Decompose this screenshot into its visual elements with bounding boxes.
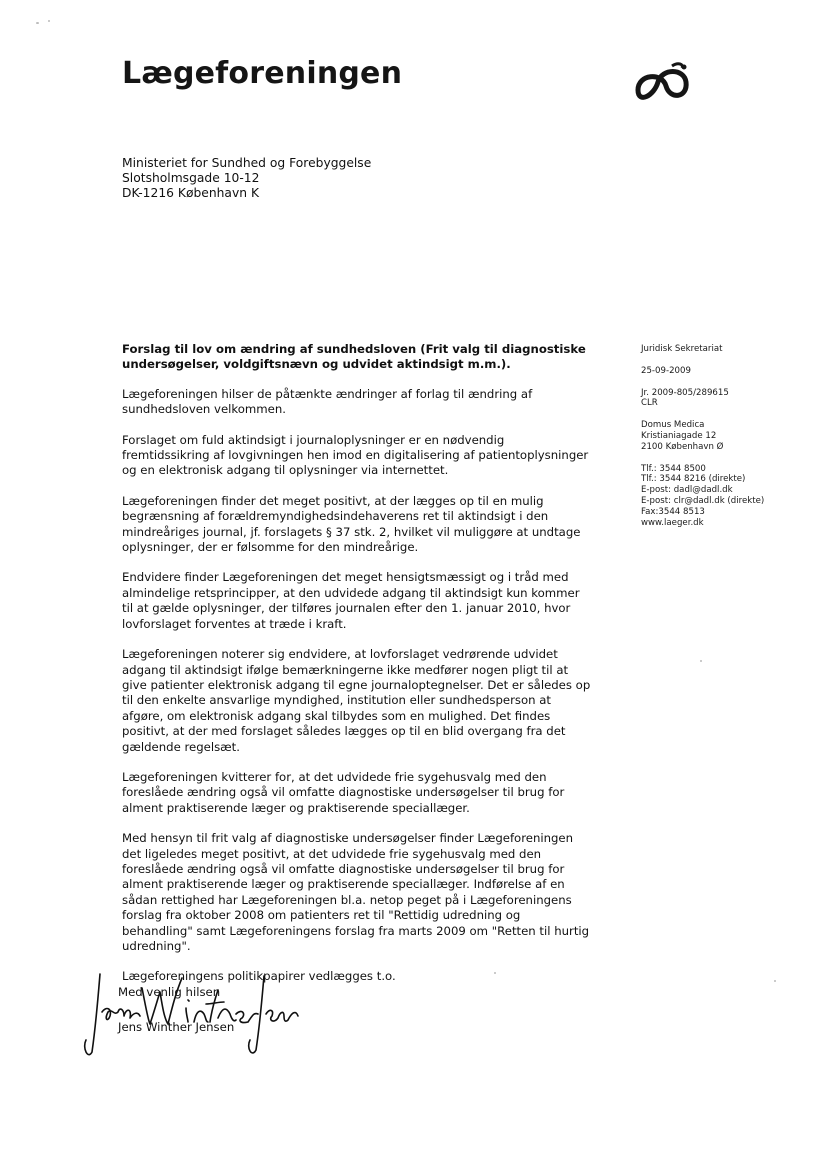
scan-speck [700, 660, 702, 662]
sender-info-sidebar [641, 344, 811, 528]
body-paragraph: Forslaget om fuld aktindsigt i journaloplysninger er en nødvendig fremtidssikring af lovgivningen hen imod en digitalisering af patientoplysninger og en elektronisk adgang til oplysninger via internettet. [122, 432, 589, 478]
signer-name: Jens Winther Jensen [118, 1020, 235, 1035]
sidebar-email-direct: E-post: clr@dadl.dk (direkte) [641, 495, 765, 506]
snake-staff-icon [632, 60, 692, 106]
scan-speck [494, 972, 496, 974]
sidebar-email: E-post: dadl@dadl.dk [641, 485, 733, 496]
sidebar-phone: Tlf.: 3544 8500 [641, 463, 706, 474]
sidebar-address-street: Kristianiagade 12 [641, 430, 717, 441]
scan-speck [48, 20, 50, 22]
sidebar-web: www.laeger.dk [641, 517, 704, 528]
recipient-line: Ministeriet for Sundhed og Forebyggelse [122, 156, 372, 170]
scan-speck [774, 980, 776, 982]
recipient-line: DK-1216 København K [122, 186, 260, 200]
letter-subject: Forslag til lov om ændring af sundhedsloven (Frit valg til diagnostiske undersøgelser, voldgiftsnævn og udvidet aktindsigt m.m.). [122, 342, 586, 372]
body-paragraph: Lægeforeningen hilser de påtænkte ændringer af forlag til ændring af sundhedsloven velkommen. [122, 386, 533, 417]
letter-body [122, 342, 592, 1000]
handwritten-signature [78, 968, 308, 1058]
sidebar-address-name: Domus Medica [641, 420, 705, 431]
sidebar-initials: CLR [641, 398, 658, 409]
sidebar-fax: Fax:3544 8513 [641, 506, 705, 517]
body-paragraph: Lægeforeningen noterer sig endvidere, at lovforslaget vedrørende udvidet adgang til aktindsigt ifølge bemærkningerne ikke medfører nogen pligt til at give patienter elektronisk adgang til egne journaloptegnelser. Det er således op til den enkelte ansvarlige myndighed, institution eller sundhedsperson at afgøre, om elektronisk adgang skal tilbydes som en mulighed. Det findes positivt, at der med forslaget således lægges op til en blid overgang fra det gældende regelsæt. [122, 647, 591, 754]
sidebar-phone-direct: Tlf.: 3544 8216 (direkte) [641, 474, 746, 485]
scan-speck [36, 22, 39, 24]
recipient-address [122, 156, 371, 201]
body-paragraph: Lægeforeningen kvitterer for, at det udvidede frie sygehusvalg med den foreslåede ændring også vil omfatte diagnostiske undersøgelser til brug for alment praktiserende læger og praktiserende speciallæger. [122, 769, 565, 815]
sidebar-address-city: 2100 København Ø [641, 441, 724, 452]
sidebar-journal-no: Jr. 2009-805/289615 [641, 387, 729, 398]
recipient-line: Slotsholmsgade 10-12 [122, 171, 260, 185]
sidebar-department: Juridisk Sekretariat [641, 344, 723, 354]
body-paragraph: Lægeforeningens politikpapirer vedlægges t.o. [122, 969, 396, 984]
closing-greeting: Med venlig hilsen [118, 985, 221, 999]
sidebar-date: 25-09-2009 [641, 365, 691, 376]
body-paragraph: Med hensyn til frit valg af diagnostiske undersøgelser finder Lægeforeningen det ligeledes meget positivt, at det udvidede frie sygehusvalg med den foreslåede ændring også vil omfatte diagnostiske undersøgelser til brug for alment praktiserende læger og praktiserende speciallæger. Indførelse af en sådan rettighed har Lægeforeningen bl.a. netop peget på i Lægeforeningens forslag fra oktober 2008 om patienters ret til "Rettidig udredning og behandling" samt Lægeforeningens forslag fra marts 2009 om "Retten til hurtig udredning". [122, 831, 590, 953]
body-paragraph: Endvidere finder Lægeforeningen det meget hensigtsmæssigt og i tråd med almindelige retsprincipper, at den udvidede adgang til aktindsigt kun kommer til at gælde oplysninger, der tilføres journalen efter den 1. januar 2010, hvor lovforslaget forventes at træde i kraft. [122, 570, 580, 631]
org-name: Lægeforeningen [122, 56, 403, 91]
body-paragraph: Lægeforeningen finder det meget positivt, at der lægges op til en mulig begrænsning af forældremyndighedsindehaverens ret til aktindsigt i den mindreåriges journal, jf. forslagets § 37 stk. 2, hvilket vil muliggøre at undtage oplysninger, der er følsomme for den mindreårige. [122, 493, 581, 555]
